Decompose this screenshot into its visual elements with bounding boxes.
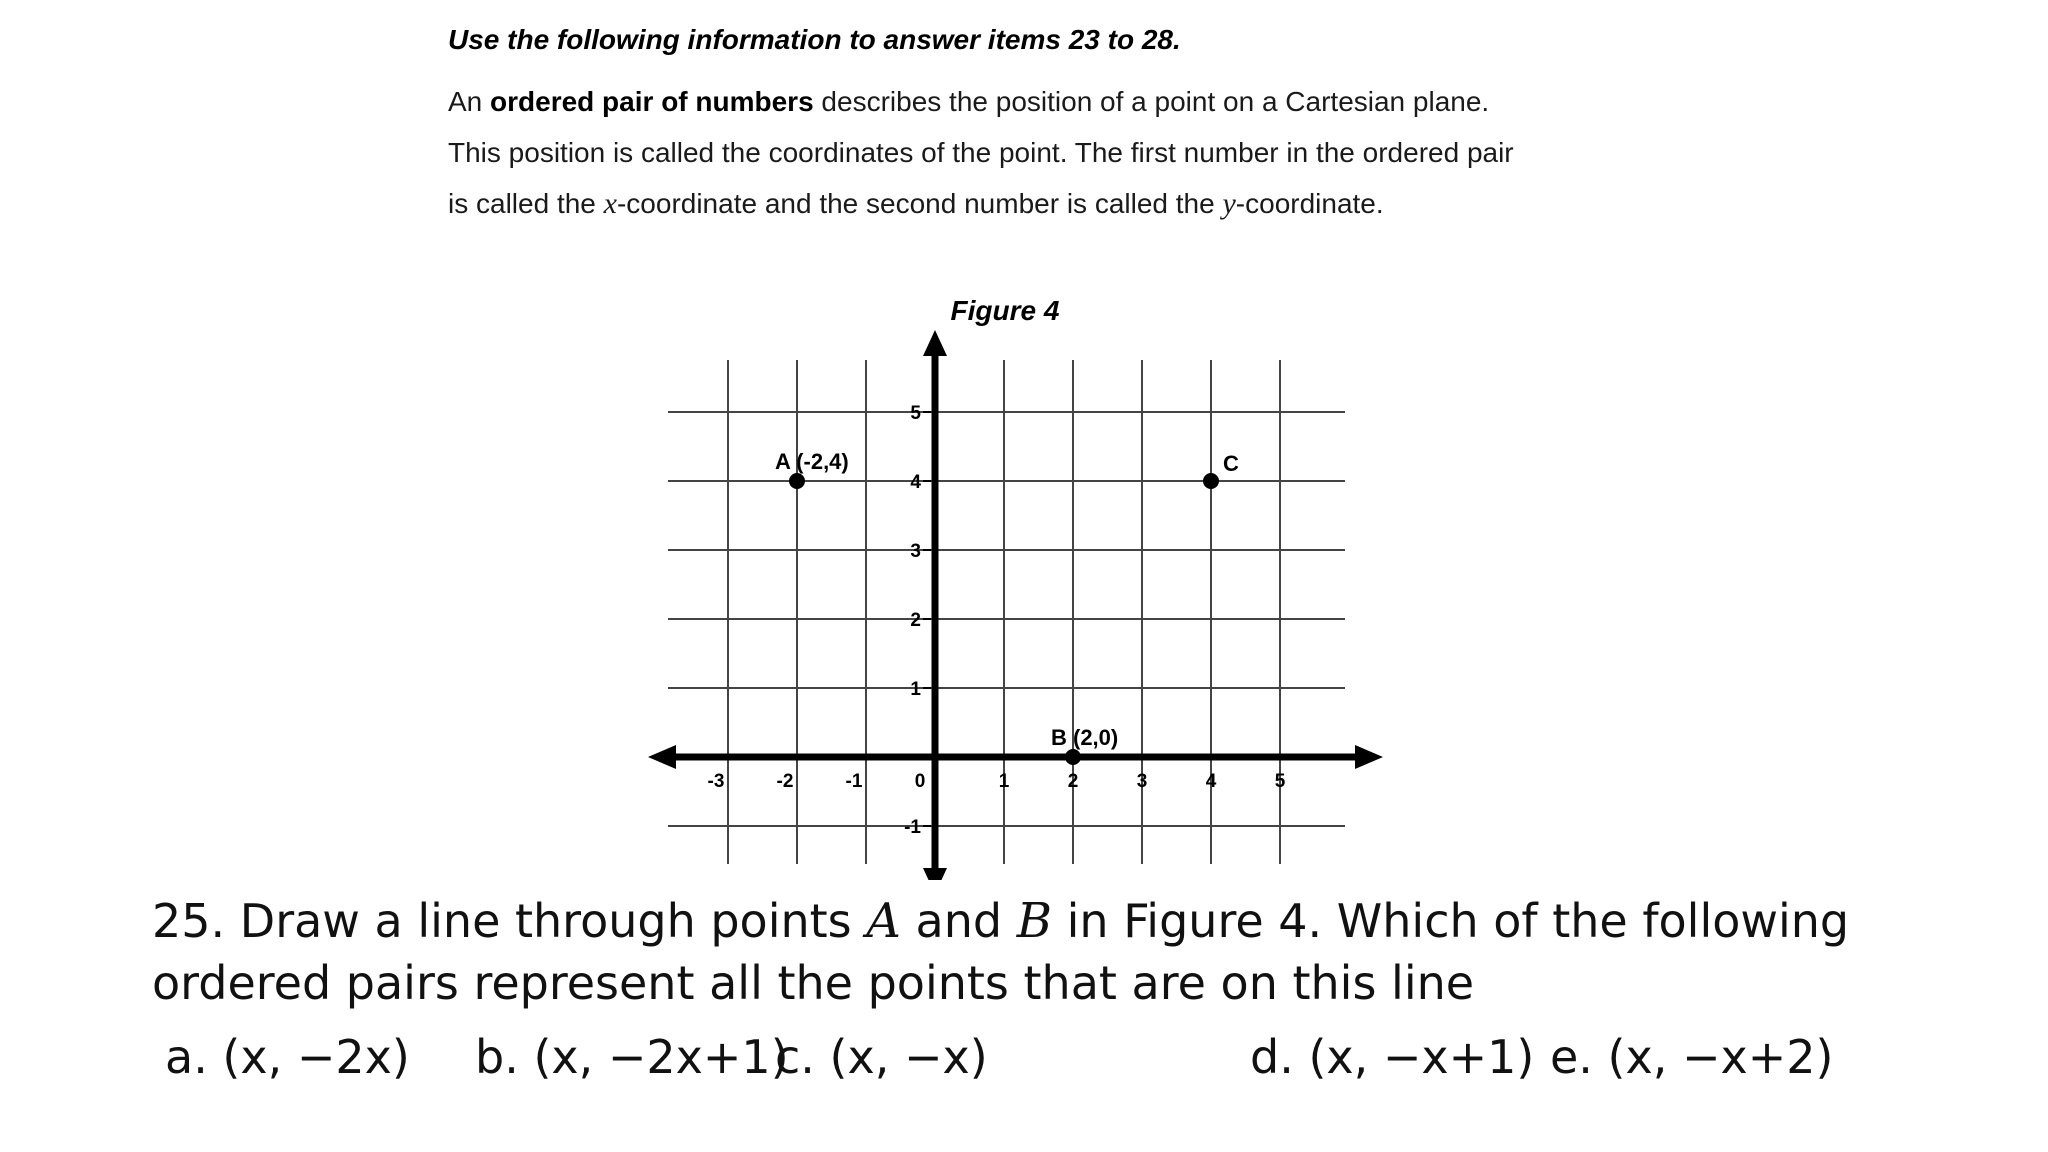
data-points bbox=[775, 449, 1239, 765]
x-tick-label: -2 bbox=[776, 771, 794, 792]
intro-line-3: is called the x-coordinate and the second number is called the y-coordinate. bbox=[448, 187, 1384, 220]
var-B: B bbox=[1016, 893, 1053, 949]
y-tick-label: 3 bbox=[910, 541, 921, 562]
var-A: A bbox=[866, 893, 901, 949]
point-label-C: C bbox=[1223, 451, 1239, 476]
point-A bbox=[789, 473, 805, 489]
x-tick-label: 2 bbox=[1067, 771, 1079, 792]
option-a: a. (x, −2x) bbox=[165, 1030, 410, 1084]
option-d: d. (x, −x+1) bbox=[1250, 1030, 1535, 1084]
answer-options bbox=[0, 1030, 2048, 1100]
x-tick-label: 3 bbox=[1136, 771, 1148, 792]
var-x: x bbox=[603, 187, 617, 220]
option-b: b. (x, −2x+1) bbox=[475, 1030, 789, 1084]
x-tick-label: 4 bbox=[1205, 771, 1217, 792]
x-tick-label: 5 bbox=[1274, 771, 1286, 792]
var-y: y bbox=[1222, 187, 1236, 220]
point-C bbox=[1203, 473, 1219, 489]
point-label-A: A (-2,4) bbox=[775, 449, 849, 474]
y-axis-arrow-up bbox=[923, 330, 947, 356]
point-B bbox=[1065, 749, 1081, 765]
figure-title: Figure 4 bbox=[950, 295, 1060, 326]
intro-heading: Use the following information to answer items 23 to 28. bbox=[448, 24, 1181, 55]
question-25: 25. Draw a line through points A and B in Figure 4. Which of the following ordered pairs represent all the points that are on this line bbox=[152, 893, 1850, 1010]
option-e: e. (x, −x+2) bbox=[1550, 1030, 1834, 1084]
x-axis-arrow-right bbox=[1355, 745, 1383, 769]
option-c: c. (x, −x) bbox=[775, 1030, 988, 1084]
intro-line-2: This position is called the coordinates of the point. The first number in the ordered pair bbox=[448, 137, 1514, 168]
y-axis-arrow-down bbox=[923, 868, 947, 880]
y-tick-label: 1 bbox=[910, 679, 921, 700]
y-tick-label: -1 bbox=[904, 817, 921, 838]
x-tick-label: 1 bbox=[998, 771, 1010, 792]
point-label-B: B (2,0) bbox=[1051, 725, 1119, 750]
term-ordered-pair: ordered pair of numbers bbox=[490, 86, 814, 117]
x-tick-label: -1 bbox=[845, 771, 863, 792]
y-tick-label: 5 bbox=[910, 403, 921, 424]
y-tick-label: 2 bbox=[910, 610, 921, 631]
x-axis-arrow-left bbox=[648, 745, 676, 769]
intro-line-1: An ordered pair of numbers describes the position of a point on a Cartesian plane. bbox=[448, 86, 1490, 117]
y-tick-label: 4 bbox=[910, 472, 921, 493]
x-tick-label: -3 bbox=[707, 771, 725, 792]
x-tick-label: 0 bbox=[914, 771, 926, 792]
